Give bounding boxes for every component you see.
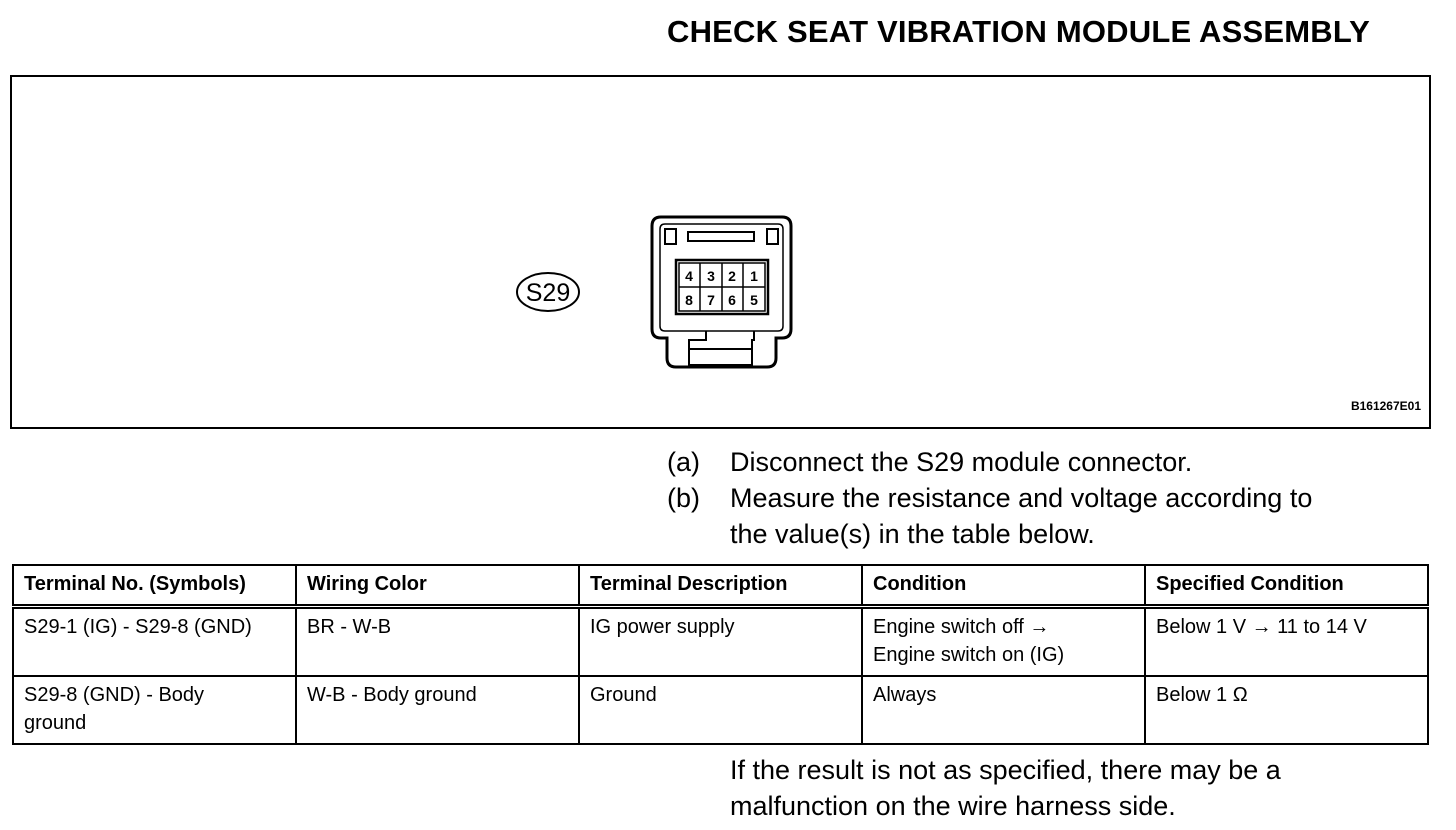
lock-tab-right (767, 229, 778, 244)
step-marker: (b) (667, 483, 700, 513)
condition-cell: Engine switch off → Engine switch on (IG) (862, 607, 1145, 677)
wiring-color-cell: W-B - Body ground (296, 676, 579, 744)
table-header-row (13, 565, 1428, 607)
step-marker: (a) (667, 447, 700, 477)
step-text: Disconnect the S29 module connector. (730, 447, 1193, 477)
step-a (667, 444, 1312, 480)
pin-number: 4 (685, 268, 693, 284)
table-row (13, 607, 1428, 677)
column-header: Terminal Description (579, 565, 862, 607)
note-text-continued: malfunction on the wire harness side. (730, 791, 1176, 821)
procedure-steps (667, 444, 1312, 552)
connector-figure (10, 75, 1431, 429)
step-b (667, 480, 1312, 552)
pin-number: 6 (728, 292, 736, 308)
description-cell: Ground (579, 676, 862, 744)
column-header: Condition (862, 565, 1145, 607)
table-row (13, 676, 1428, 744)
top-slot (688, 232, 754, 241)
connector-label-text: S29 (525, 279, 571, 307)
connector-diagram (12, 77, 1429, 427)
specified-condition-cell: Below 1 V → 11 to 14 V (1145, 607, 1428, 677)
wiring-color-cell: BR - W-B (296, 607, 579, 677)
column-header: Wiring Color (296, 565, 579, 607)
terminal-cell: S29-1 (IG) - S29-8 (GND) (13, 607, 296, 677)
pin-number: 8 (685, 292, 693, 308)
note-text: If the result is not as specified, there may be a (730, 755, 1281, 785)
result-note (730, 752, 1281, 824)
page-title: CHECK SEAT VIBRATION MODULE ASSEMBLY (667, 14, 1371, 49)
column-header: Terminal No. (Symbols) (13, 565, 296, 607)
pin-number: 1 (750, 268, 758, 284)
lock-tab-left (665, 229, 676, 244)
step-text-continued: the value(s) in the table below. (730, 519, 1095, 549)
pin-number: 5 (750, 292, 758, 308)
terminal-cell: S29-8 (GND) - Body ground (13, 676, 296, 744)
column-header: Specified Condition (1145, 565, 1428, 607)
step-text: Measure the resistance and voltage according to (730, 483, 1313, 513)
pin-number: 7 (707, 292, 715, 308)
description-cell: IG power supply (579, 607, 862, 677)
condition-cell: Always (862, 676, 1145, 744)
figure-id: B161267E01 (1350, 399, 1421, 413)
pin-number: 2 (728, 268, 736, 284)
specification-table (12, 564, 1429, 745)
specified-condition-cell: Below 1 Ω (1145, 676, 1428, 744)
pin-number: 3 (707, 268, 715, 284)
